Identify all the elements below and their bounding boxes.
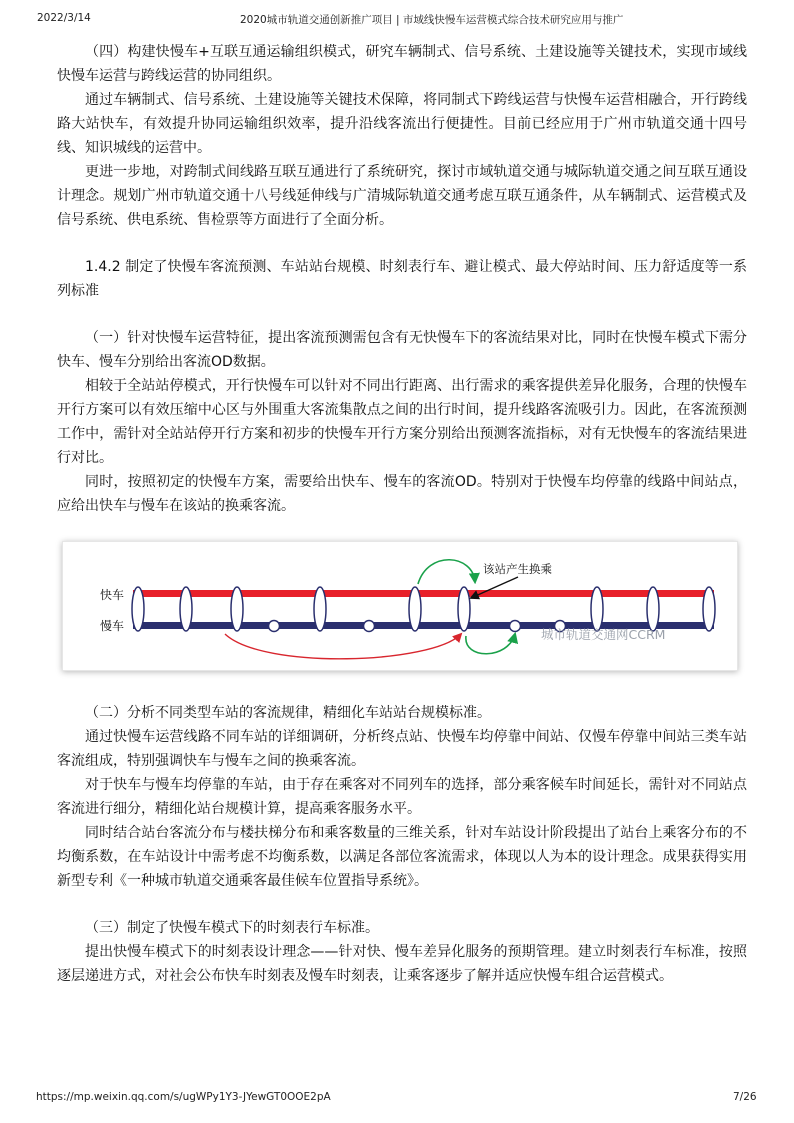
paragraph: 提出快慢车模式下的时刻表设计理念——针对快、慢车差异化服务的预期管理。建立时刻表行车标准，按照逐层递进方式，对社会公布快车时刻表及慢车时刻表，让乘客逐步了解并适应快慢车组合运营模式。 — [57, 944, 747, 984]
express-label: 快车 — [100, 588, 125, 602]
transfer-station — [458, 587, 470, 631]
paragraph: （三）制定了快慢车模式下的时刻表行车标准。 — [85, 920, 379, 936]
section-heading: 1.4.2 制定了快慢车客流预测、车站站台规模、时刻表行车、避让模式、最大停站时间、压力舒适度等一系列标准 — [57, 259, 747, 299]
station-both — [591, 587, 603, 631]
local-label: 慢车 — [100, 619, 125, 633]
paragraph: 通过车辆制式、信号系统、土建设施等关键技术保障，将同制式下跨线运营与快慢车运营相融合，开行跨线路大站快车，有效提升协同运输组织效率，提升沿线客流出行便捷性。目前已经应用于广州市轨道交通十四号线、知识城线的运营中。 — [57, 92, 747, 156]
paragraph: （二）分析不同类型车站的客流规律，精细化车站站台规模标准。 — [85, 705, 491, 721]
paragraph: （四）构建快慢车+互联互通运输组织模式，研究车辆制式、信号系统、土建设施等关键技术，实现市域线快慢车运营与跨线运营的协同组织。 — [57, 44, 747, 84]
transfer-annotation: 该站产生换乘 — [483, 562, 552, 576]
page-number: 7/26 — [733, 1091, 757, 1103]
transfer-arrow-bottom — [466, 634, 515, 654]
paragraph: 对于快车与慢车均停靠的车站，由于存在乘客对不同列车的选择，部分乘客候车时间延长，需针对不同站点客流进行细分，精细化站台规模计算，提高乘客服务水平。 — [57, 777, 747, 817]
station-both — [231, 587, 243, 631]
express-local-transfer-diagram — [62, 541, 738, 671]
document-body — [57, 40, 747, 988]
header-date: 2022/3/14 — [37, 12, 91, 24]
station-both — [132, 587, 144, 631]
watermark-text: 城市轨道交通网CCRM — [541, 627, 666, 642]
station-local-only — [269, 621, 280, 632]
header-title: 2020城市轨道交通创新推广项目 | 市域线快慢车运营模式综合技术研究应用与推广 — [240, 14, 624, 26]
diagram-canvas — [63, 542, 737, 670]
overtake-arrow — [225, 634, 461, 659]
station-local-only — [510, 621, 521, 632]
paragraph: （一）针对快慢车运营特征，提出客流预测需包含有无快慢车下的客流结果对比，同时在快慢车模式下需分快车、慢车分别给出客流OD数据。 — [57, 330, 747, 370]
footer-url: https://mp.weixin.qq.com/s/ugWPy1Y3-JYewGT0OOE2pA — [36, 1091, 331, 1103]
paragraph: 相较于全站站停模式，开行快慢车可以针对不同出行距离、出行需求的乘客提供差异化服务，合理的快慢车开行方案可以有效压缩中心区与外围重大客流集散点之间的出行时间，提升线路客流吸引力。因此，在客流预测工作中，需针对全站站停开行方案和初步的快慢车开行方案分别给出预测客流指标，对有无快慢车的客流结果进行对比。 — [57, 378, 747, 466]
paragraph: 通过快慢车运营线路不同车站的详细调研，分析终点站、快慢车均停靠中间站、仅慢车停靠中间站三类车站客流组成，特别强调快车与慢车之间的换乘客流。 — [57, 729, 747, 769]
paragraph: 同时，按照初定的快慢车方案，需要给出快车、慢车的客流OD。特别对于快慢车均停靠的线路中间站点，应给出快车与慢车在该站的换乘客流。 — [57, 474, 747, 514]
station-both — [409, 587, 421, 631]
express-line — [133, 590, 714, 597]
paragraph: 同时结合站台客流分布与楼扶梯分布和乘客数量的三维关系，针对车站设计阶段提出了站台上乘客分布的不均衡系数，在车站设计中需考虑不均衡系数，以满足各部位客流需求，体现以人为本的设计理念。成果获得实用新型专利《一种城市轨道交通乘客最佳候车位置指导系统》。 — [57, 825, 747, 889]
station-both — [314, 587, 326, 631]
station-both — [703, 587, 715, 631]
station-local-only — [364, 621, 375, 632]
paragraph: 更进一步地，对跨制式间线路互联互通进行了系统研究，探讨市域轨道交通与城际轨道交通之间互联互通设计理念。规划广州市轨道交通十八号线延伸线与广清城际轨道交通考虑互联互通条件，从车辆制式、运营模式及信号系统、供电系统、售检票等方面进行了全面分析。 — [57, 164, 747, 228]
transfer-arrow-top — [418, 560, 475, 584]
station-both — [647, 587, 659, 631]
station-both — [180, 587, 192, 631]
